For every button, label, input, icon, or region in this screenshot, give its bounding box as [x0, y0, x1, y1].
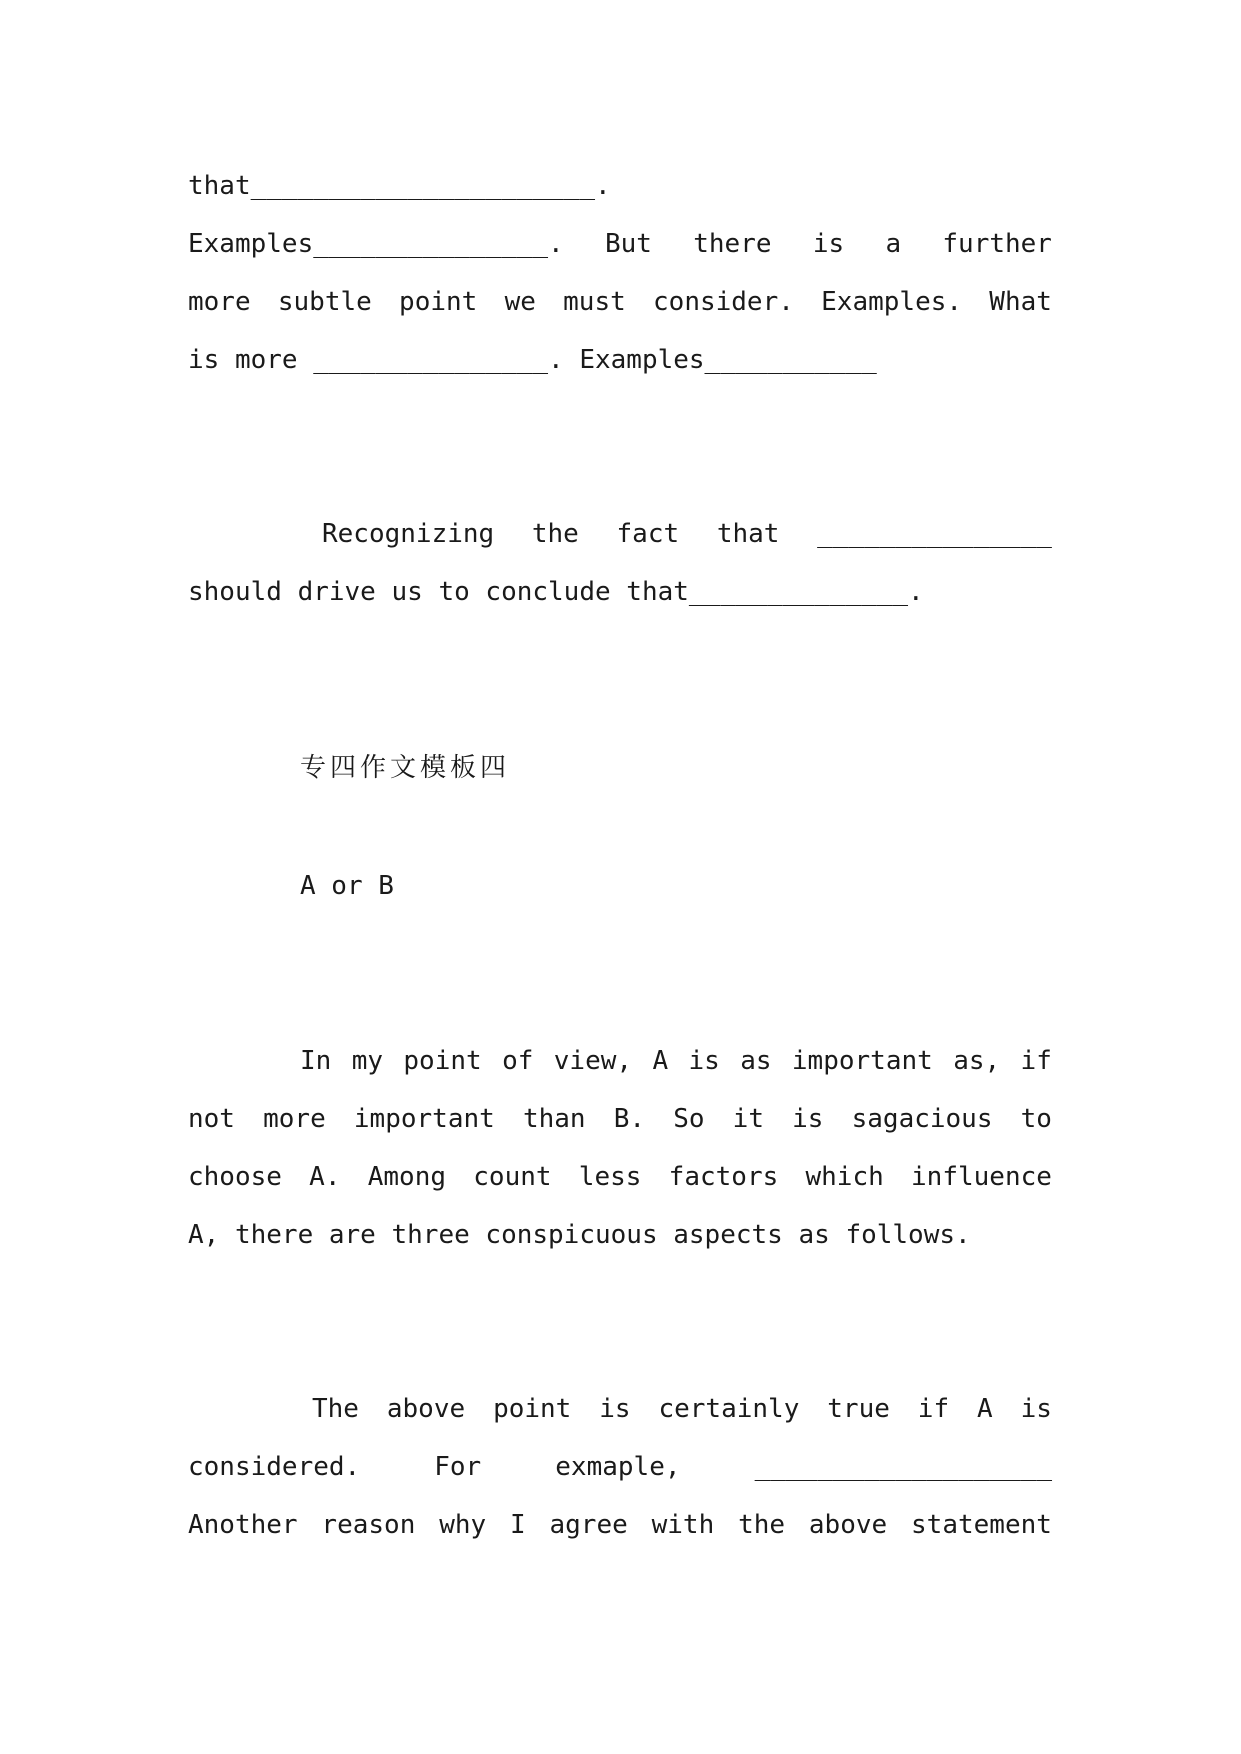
word: subtle: [277, 287, 372, 317]
word: point: [493, 1394, 572, 1424]
text-line: [188, 1447, 1052, 1487]
word: reason: [321, 1510, 416, 1540]
word: if: [917, 1394, 950, 1424]
text-line: [188, 1157, 1052, 1197]
text-line: [188, 282, 1052, 322]
word: choose: [188, 1162, 282, 1192]
word: In: [300, 1046, 332, 1076]
text-line: [300, 1041, 1052, 1081]
word: _______________: [817, 519, 1052, 549]
text-line: [188, 1505, 1052, 1545]
word: why: [439, 1510, 487, 1540]
text-line: should drive us to conclude that______________.: [188, 577, 924, 607]
text-line: [188, 1099, 1052, 1139]
word: if: [1020, 1046, 1052, 1076]
word: above: [808, 1510, 888, 1540]
text-line: [312, 1389, 1052, 1429]
word: So: [673, 1104, 705, 1134]
text-line: that______________________.: [188, 171, 611, 201]
word: A: [652, 1046, 669, 1076]
word: important: [791, 1046, 933, 1076]
word: it: [732, 1104, 764, 1134]
word: more: [263, 1104, 326, 1134]
section-heading: 专四作文模板四: [300, 753, 511, 783]
word: certainly: [658, 1394, 800, 1424]
word: count: [473, 1162, 552, 1192]
word: agree: [549, 1510, 628, 1540]
word: which: [805, 1162, 884, 1192]
word: I: [510, 1510, 526, 1540]
word: consider.: [653, 287, 794, 317]
word: as: [740, 1046, 772, 1076]
word: What: [989, 287, 1052, 317]
word: true: [827, 1394, 890, 1424]
word: For: [434, 1452, 482, 1482]
word: B.: [613, 1104, 646, 1134]
word: is: [1020, 1394, 1052, 1424]
word: statement: [911, 1510, 1052, 1540]
text-line: is more _______________. Examples___________: [188, 345, 877, 375]
word: Another: [188, 1510, 298, 1540]
word: as,: [953, 1046, 1001, 1076]
word: influence: [911, 1162, 1052, 1192]
text-line: [188, 224, 1052, 264]
text-line: [322, 514, 1052, 554]
word: ___________________: [754, 1452, 1052, 1482]
word: Recognizing: [322, 519, 495, 549]
word: a: [885, 229, 902, 259]
word: A: [977, 1394, 993, 1424]
word: that: [716, 519, 780, 549]
word: we: [504, 287, 536, 317]
word: is: [688, 1046, 720, 1076]
word: there: [693, 229, 772, 259]
word: The: [312, 1394, 359, 1424]
word: than: [522, 1104, 586, 1134]
word: Among: [367, 1162, 447, 1192]
word: Examples.: [821, 287, 963, 317]
word: sagacious: [851, 1104, 993, 1134]
word: exmaple,: [555, 1452, 681, 1482]
word: further: [942, 229, 1052, 259]
word: point: [399, 287, 478, 317]
word: is: [599, 1394, 631, 1424]
word: my: [351, 1046, 384, 1076]
word: point: [403, 1046, 482, 1076]
word: important: [353, 1104, 495, 1134]
word: is: [812, 229, 845, 259]
word: factors: [668, 1162, 779, 1192]
word: Examples_______________.: [188, 229, 564, 259]
subheading: A or B: [300, 871, 394, 901]
text-line: A, there are three conspicuous aspects as follows.: [188, 1220, 971, 1250]
word: view,: [553, 1046, 633, 1076]
word: the: [531, 519, 579, 549]
word: not: [188, 1104, 235, 1134]
word: of: [502, 1046, 534, 1076]
word: is: [792, 1104, 824, 1134]
word: above: [386, 1394, 466, 1424]
word: fact: [616, 519, 680, 549]
word: A.: [309, 1162, 341, 1192]
word: more: [188, 287, 251, 317]
word: considered.: [188, 1452, 361, 1482]
word: with: [651, 1510, 715, 1540]
word: to: [1020, 1104, 1052, 1134]
word: But: [604, 229, 652, 259]
word: the: [738, 1510, 786, 1540]
word: must: [563, 287, 626, 317]
word: less: [578, 1162, 642, 1192]
